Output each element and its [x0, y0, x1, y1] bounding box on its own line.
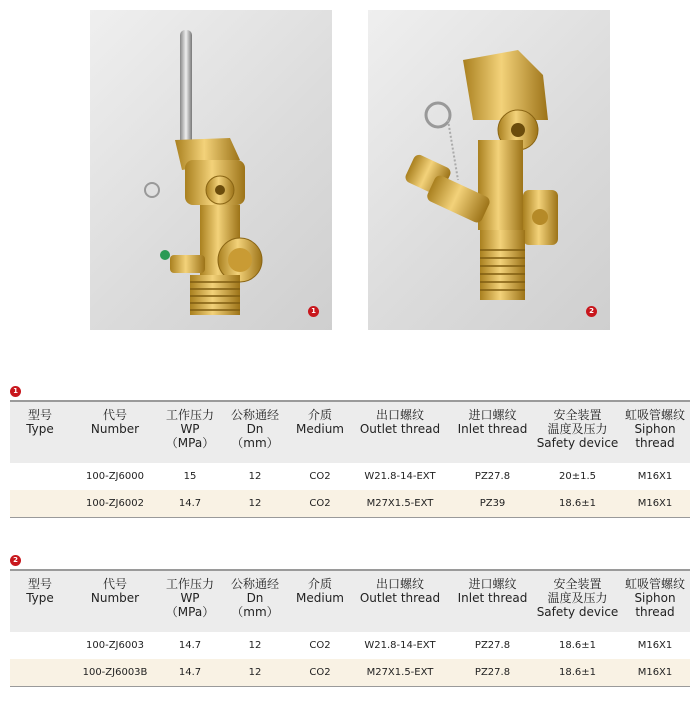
spec-table-2	[10, 569, 690, 687]
cell-siphon-thread: M16X1	[637, 640, 673, 651]
cell-medium: CO2	[290, 490, 350, 518]
cell-siphon-thread: M16X1	[637, 471, 673, 482]
cell-wp: 14.7	[160, 659, 220, 687]
cell-inlet-thread: PZ39	[450, 490, 535, 518]
col-header-dn: 公称通经 Dn （mm）	[220, 570, 290, 632]
cell-siphon-thread: M16X1	[620, 659, 690, 687]
table-row	[10, 490, 690, 518]
col-header-wp: 工作压力 WP （MPa）	[160, 401, 220, 463]
col-header-outlet-thread: 出口螺纹 Outlet thread	[350, 570, 450, 632]
col-header-number: 代号 Number	[70, 570, 160, 632]
cell-type	[10, 659, 70, 687]
col-header-safety-device: 安全装置 温度及压力 Safety device	[535, 401, 620, 463]
col-header-outlet-thread: 出口螺纹 Outlet thread	[350, 401, 450, 463]
col-header-wp: 工作压力 WP （MPa）	[160, 570, 220, 632]
col-header-type: 型号 Type	[10, 401, 70, 463]
cell-safety-device: 18.6±1	[558, 640, 596, 651]
cell-wp: 15	[183, 471, 197, 482]
spec-table-1	[10, 400, 690, 518]
cell-type	[10, 490, 70, 518]
col-header-safety-device: 安全装置 温度及压力 Safety device	[535, 570, 620, 632]
cell-wp: 14.7	[160, 490, 220, 518]
photo-badge-1: 1	[308, 306, 319, 317]
cell-number: 100-ZJ6003	[86, 640, 144, 651]
section-badge-2: 2	[10, 555, 21, 566]
cell-dn: 12	[220, 659, 290, 687]
col-header-inlet-thread: 进口螺纹 Inlet thread	[450, 570, 535, 632]
photo-badge-2: 2	[586, 306, 597, 317]
cell-safety-device: 18.6±1	[535, 490, 620, 518]
cell-outlet-thread: M27X1.5-EXT	[350, 490, 450, 518]
col-header-type: 型号 Type	[10, 570, 70, 632]
cell-inlet-thread: PZ27.8	[450, 659, 535, 687]
cell-dn: 12	[220, 490, 290, 518]
cell-medium: CO2	[290, 659, 350, 687]
cell-wp: 14.7	[178, 640, 202, 651]
cell-outlet-thread: W21.8-14-EXT	[364, 640, 436, 651]
cell-type	[10, 632, 70, 659]
product-photo-2	[368, 10, 610, 330]
cell-safety-device: 18.6±1	[535, 659, 620, 687]
table-header-row	[10, 570, 690, 632]
cell-inlet-thread: PZ27.8	[474, 640, 511, 651]
col-header-siphon-thread: 虹吸管螺纹 Siphon thread	[620, 401, 690, 463]
cell-inlet-thread: PZ27.8	[474, 471, 511, 482]
cell-safety-device: 20±1.5	[558, 471, 596, 482]
valve-illustration-2	[368, 10, 610, 330]
cell-number: 100-ZJ6000	[86, 471, 144, 482]
cell-siphon-thread: M16X1	[620, 490, 690, 518]
product-photo-1	[90, 10, 332, 330]
col-header-inlet-thread: 进口螺纹 Inlet thread	[450, 401, 535, 463]
table-row	[10, 632, 690, 659]
cell-medium: CO2	[309, 471, 331, 482]
cell-number: 100-ZJ6003B	[70, 659, 160, 687]
valve-illustration-1	[90, 10, 332, 330]
table-row	[10, 659, 690, 687]
cell-dn: 12	[248, 471, 262, 482]
col-header-siphon-thread: 虹吸管螺纹 Siphon thread	[620, 570, 690, 632]
col-header-number: 代号 Number	[70, 401, 160, 463]
table-header-row	[10, 401, 690, 463]
col-header-medium: 介质 Medium	[290, 401, 350, 463]
cell-dn: 12	[248, 640, 262, 651]
cell-outlet-thread: W21.8-14-EXT	[364, 471, 436, 482]
col-header-medium: 介质 Medium	[290, 570, 350, 632]
table-row	[10, 463, 690, 490]
section-badge-1: 1	[10, 386, 21, 397]
cell-number: 100-ZJ6002	[70, 490, 160, 518]
col-header-dn: 公称通经 Dn （mm）	[220, 401, 290, 463]
cell-medium: CO2	[309, 640, 331, 651]
cell-outlet-thread: M27X1.5-EXT	[350, 659, 450, 687]
cell-type	[10, 463, 70, 490]
